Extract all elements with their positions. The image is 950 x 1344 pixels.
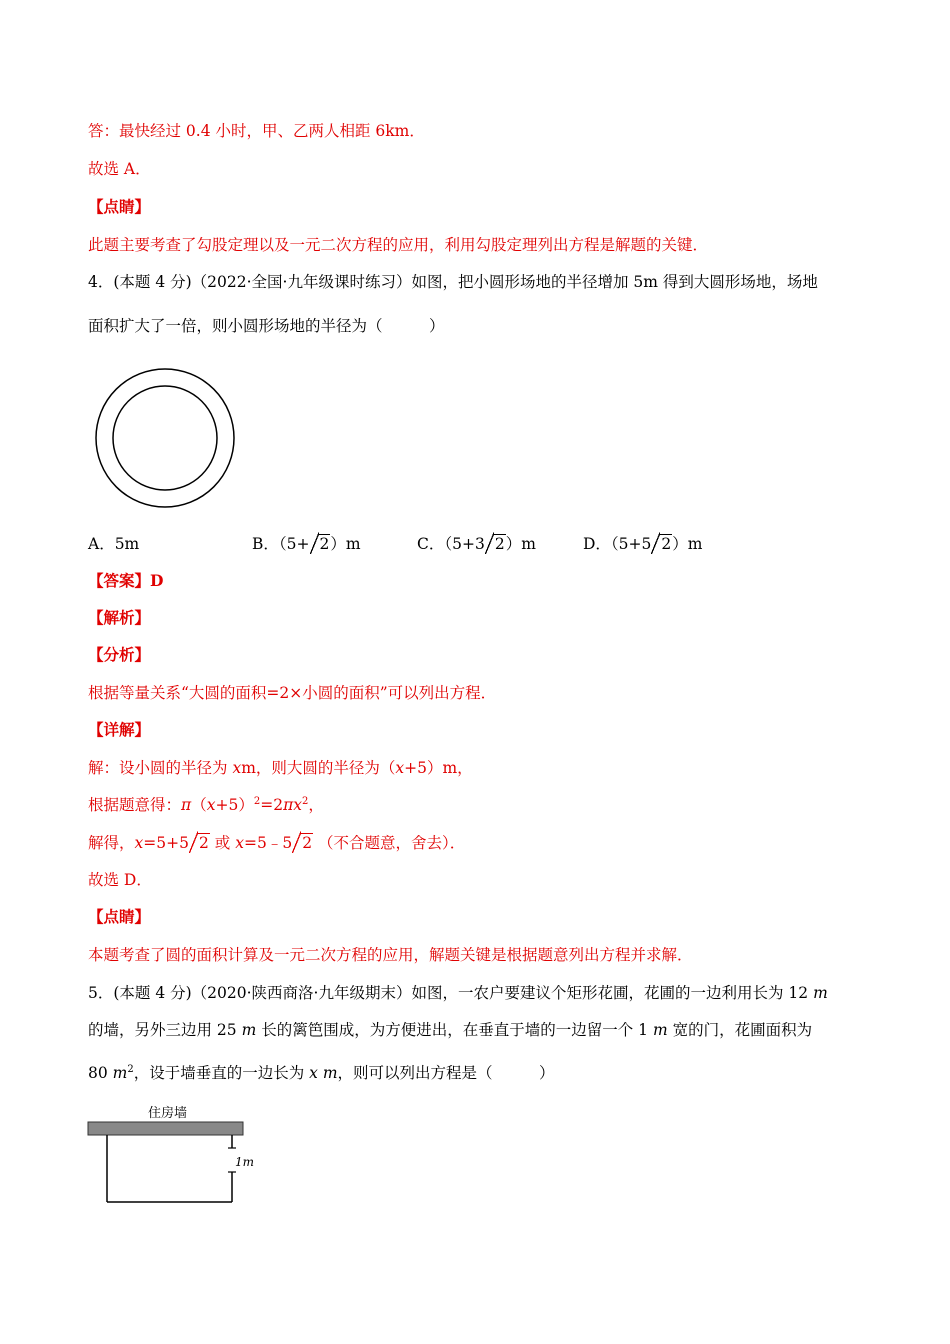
solution-step-2: 根据题意得：$\pi(x+5)^2=2\pi x^2$， xyxy=(88,795,324,814)
answer-conclusion: 答：最快经过 0.4 小时，甲、乙两人相距 6km． xyxy=(88,122,425,140)
question-5-line-2: 的墙，另外三边用 25 m 长的篱笆围成，为方便进出，在垂直于墙的一边留一个 1 m 宽的门，花圃面积为 xyxy=(88,1021,813,1039)
small-circle xyxy=(113,386,217,490)
large-circle xyxy=(96,369,234,507)
dianjing-2-text: 本题考查了圆的面积计算及一元二次方程的应用，解题关键是根据题意列出方程并求解． xyxy=(88,946,693,964)
question-4-line-2: 面积扩大了一倍，则小圆形场地的半径为（ ） xyxy=(88,317,445,335)
fenxi-text: 根据等量关系“大圆的面积=2×小圆的面积”可以列出方程． xyxy=(88,684,497,702)
question-4-line-1: 4．(本题 4 分)（2022·全国·九年级课时练习）如图，把小圆形场地的半径增加 5m 得到大圆形场地，场地 xyxy=(88,273,818,291)
answer-label: 【答案】D xyxy=(88,571,164,590)
question-5-line-3: 80 $m^2$，设于墙垂直的一边长为 x m，则可以列出方程是（ ） xyxy=(88,1063,555,1082)
door-width-label: 1m xyxy=(235,1155,255,1169)
section-heading-xiangjie: 【详解】 xyxy=(88,720,151,739)
sqrt-symbol: 2 xyxy=(485,534,506,554)
sqrt-symbol: 2 xyxy=(189,833,210,853)
sqrt-symbol: 2 xyxy=(651,534,672,554)
solution-step-1: 解：设小圆的半径为 xm，则大圆的半径为（x+5）m， xyxy=(88,759,473,777)
section-heading-dianjing: 【点睛】 xyxy=(88,197,151,216)
house-wall xyxy=(88,1122,243,1135)
section-heading-dianjing-2: 【点睛】 xyxy=(88,907,151,926)
option-a: A．5m xyxy=(88,535,140,553)
sqrt-symbol: 2 xyxy=(292,833,313,853)
solution-step-3: 解得，x=5+5 2 或 x=5﹣5 2 （不合题意，舍去）． xyxy=(88,834,466,852)
dianjing-text: 此题主要考查了勾股定理以及一元二次方程的应用，利用勾股定理列出方程是解题的关键． xyxy=(88,236,709,254)
choice-statement-d: 故选 D． xyxy=(88,871,152,889)
wall-label: 住房墙 xyxy=(148,1106,188,1121)
sqrt-symbol: 2 xyxy=(310,534,331,554)
option-d: D．（5+5 2）m xyxy=(583,535,703,553)
question-5-line-1: 5．(本题 4 分)（2020·陕西商洛·九年级期末）如图，一农户要建议个矩形花圃，花圃的一边利用长为 12 m xyxy=(88,984,828,1002)
choice-statement: 故选 A． xyxy=(88,160,151,178)
option-b: B．（5+ 2）m xyxy=(252,535,361,553)
garden-wall-figure xyxy=(84,1100,264,1210)
section-heading-jiexi: 【解析】 xyxy=(88,608,151,627)
option-c: C．（5+3 2）m xyxy=(417,535,536,553)
concentric-circles-figure xyxy=(94,367,238,509)
section-heading-fenxi: 【分析】 xyxy=(88,645,151,664)
